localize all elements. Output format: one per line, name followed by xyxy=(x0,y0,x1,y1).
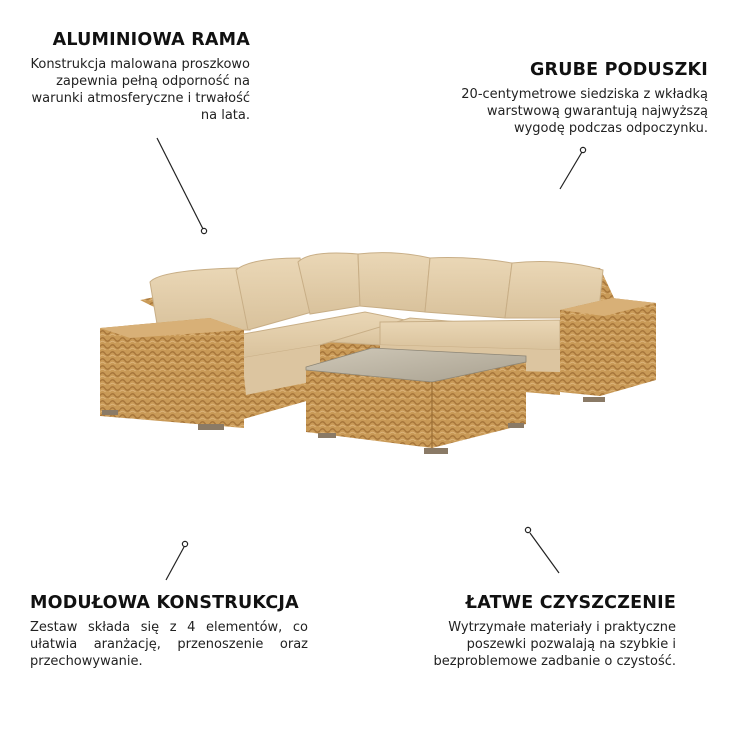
table-foot xyxy=(424,448,448,454)
leader-line-modular xyxy=(166,547,184,580)
sofa-foot xyxy=(583,397,605,402)
leader-dot-frame xyxy=(201,228,206,233)
feature-title: MODUŁOWA KONSTRUKCJA xyxy=(30,593,299,613)
leader-line-cleaning xyxy=(530,533,559,573)
leader-line-cushions xyxy=(560,152,582,189)
back-cushion-4 xyxy=(358,253,430,312)
back-cushion-5 xyxy=(425,258,512,318)
leader-line-frame xyxy=(157,138,203,229)
feature-description: Wytrzymałe materiały i praktyczne poszewki pozwalają na szybkie i bezproblemowe zadbanie o czystość. xyxy=(433,620,676,669)
feature-description: 20-centymetrowe siedziska z wkładką warstwową gwarantują najwyższą wygodę podczas odpoczynku. xyxy=(461,87,708,136)
feature-title: ŁATWE CZYSZCZENIE xyxy=(465,593,676,613)
feature-modular-construction xyxy=(30,593,308,670)
leader-dot-cushions xyxy=(580,147,585,152)
feature-title: GRUBE PODUSZKI xyxy=(529,60,708,80)
table-foot xyxy=(318,433,336,438)
sofa-foot xyxy=(198,424,224,430)
leader-dot-modular xyxy=(182,541,187,546)
rattan-corner-sofa-set-image xyxy=(95,240,665,470)
feature-description: Konstrukcja malowana proszkowo zapewnia pełną odporność na warunki atmosferyczne i trwałość na lata. xyxy=(30,57,250,123)
feature-thick-cushions xyxy=(440,60,708,137)
table-foot xyxy=(508,423,524,428)
leader-dot-cleaning xyxy=(525,527,530,532)
feature-aluminum-frame xyxy=(18,30,250,124)
feature-easy-cleaning xyxy=(418,593,676,670)
sofa-foot xyxy=(102,410,118,415)
feature-title: ALUMINIOWA RAMA xyxy=(52,30,250,50)
feature-description: Zestaw składa się z 4 elementów, co ułatwia aranżację, przenoszenie oraz przechowywanie. xyxy=(30,620,308,669)
seat-cushion-right xyxy=(380,320,560,350)
